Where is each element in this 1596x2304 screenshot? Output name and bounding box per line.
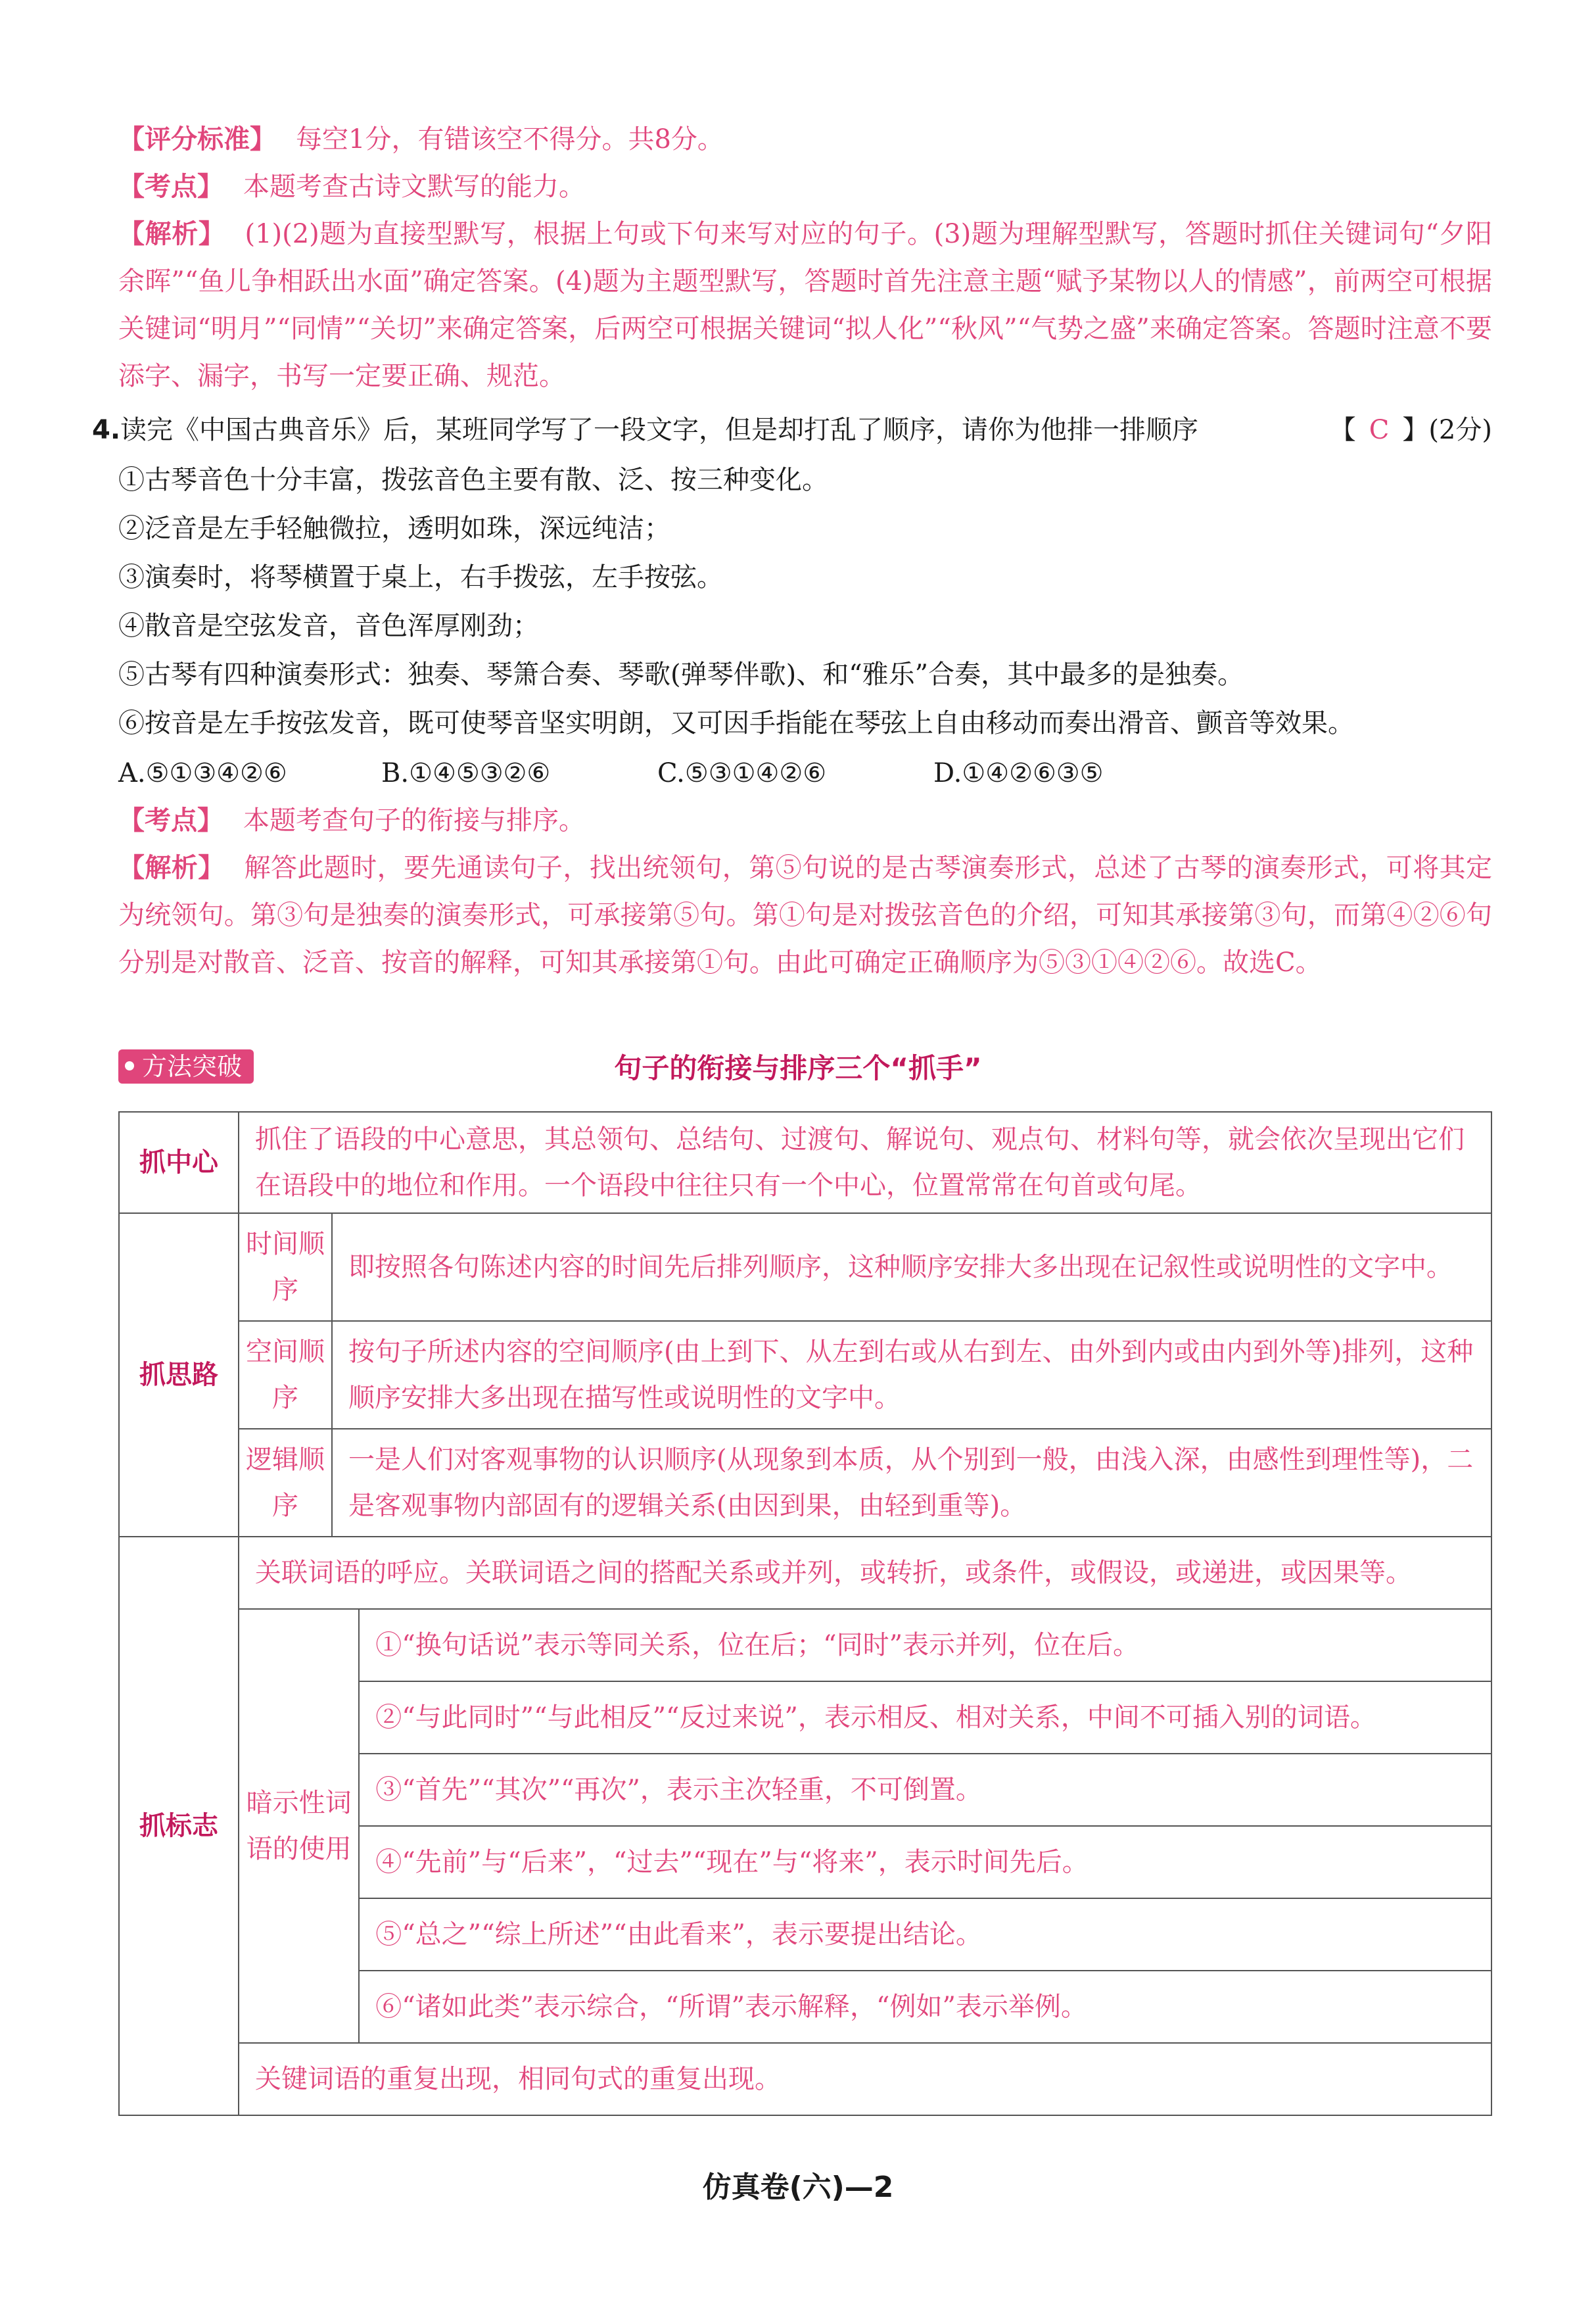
- markers-top-text: 关联词语的呼应。关联词语之间的搭配关系或并列，或转折，或条件，或假设，或递进，或因果等。: [239, 1537, 1491, 1609]
- answer-options: [118, 750, 1104, 797]
- option-a: A.⑤①③④②⑥: [118, 758, 287, 788]
- sub-implicit: 暗示性词语的使用: [239, 1609, 359, 2043]
- answer-letter: C: [1369, 415, 1390, 445]
- list-item: ④散音是空弦发音，音色浑厚刚劲；: [118, 611, 539, 641]
- scoring-text: 每空1分，有错该空不得分。共8分。: [296, 124, 724, 155]
- answer-bracket-close: 】: [1402, 415, 1429, 445]
- q4-analysis: [118, 844, 1492, 986]
- table-row: [119, 1537, 1491, 1609]
- question-4: [92, 406, 1492, 454]
- list-item: ③演奏时，将琴横置于桌上，右手拨弦，左手按弦。: [118, 562, 723, 592]
- space-text: 按句子所述内容的空间顺序(由上到下、从左到右或从右到左、由外到内或由内到外等)排列，这种顺序安排大多出现在描写性或说明性的文字中。: [332, 1321, 1491, 1429]
- question-score: (2分): [1428, 415, 1492, 445]
- markers-bottom-text: 关键词语的重复出现，相同句式的重复出现。: [239, 2043, 1491, 2115]
- sub-logic: 逻辑顺序: [239, 1429, 332, 1537]
- option-d: D.①④②⑥③⑤: [933, 758, 1104, 788]
- q4-point-text: 本题考查句子的衔接与排序。: [243, 805, 585, 836]
- analysis-text: (1)(2)题为直接型默写，根据上句或下句来写对应的句子。(3)题为理解型默写，答题时抓住关键词句“夕阳余晖”“鱼儿争相跃出水面”确定答案。(4)题为主题型默写，答题时首先注意主题“赋予某物以人的情感”，前两空可根据关键词“明月”“同情”“关切”来确定答案，后两空可根据关键词“拟人化”“秋风”“气势之盛”来确定答案。答题时注意不要添字、漏字，书写一定要正确、规范。: [118, 219, 1492, 391]
- cat-center: 抓中心: [119, 1112, 239, 1213]
- point-label: 【考点】: [118, 172, 223, 202]
- marker-row-3: ③“首先”“其次”“再次”，表示主次轻重，不可倒置。: [359, 1754, 1491, 1826]
- page-footer: 仿真卷(六)—2: [702, 2171, 894, 2204]
- cat-markers: 抓标志: [119, 1537, 239, 2115]
- q4-analysis-text: 解答此题时，要先通读句子，找出统领句，第⑤句说的是古琴演奏形式，总述了古琴的演奏形式，可将其定为统领句。第③句是独奏的演奏形式，可承接第⑤句。第①句是对拨弦音色的介绍，可知其承接第③句，而第④②⑥句分别是对散音、泛音、按音的解释，可知其承接第①句。由此可确定正确顺序为⑤③①④②⑥。故选C。: [118, 853, 1493, 978]
- analysis-paragraph: [118, 210, 1492, 400]
- q4-analysis-label: 【解析】: [118, 853, 225, 883]
- scoring-standard: [118, 116, 724, 163]
- center-text: 抓住了语段的中心意思，其总领句、总结句、过渡句、解说句、观点句、材料句等，就会依次呈现出它们在语段中的地位和作用。一个语段中往往只有一个中心，位置常常在句首或句尾。: [239, 1112, 1491, 1213]
- table-row: [119, 1112, 1491, 1213]
- table-row: [119, 2043, 1491, 2115]
- marker-row-1: ①“换句话说”表示等同关系，位在后；“同时”表示并列，位在后。: [359, 1609, 1491, 1681]
- method-title: 句子的衔接与排序三个“抓手”: [614, 1052, 982, 1084]
- q4-point-label: 【考点】: [118, 805, 223, 836]
- answer-bracket-open: 【: [1329, 415, 1356, 445]
- table-row: [119, 1429, 1491, 1537]
- logic-text: 一是人们对客观事物的认识顺序(从现象到本质，从个别到一般，由浅入深，由感性到理性等)，二是客观事物内部固有的逻辑关系(由因到果，由轻到重等)。: [332, 1429, 1491, 1537]
- analysis-label: 【解析】: [118, 219, 225, 249]
- marker-row-4: ④“先前”与“后来”，“过去”“现在”与“将来”，表示时间先后。: [359, 1826, 1491, 1898]
- sub-space: 空间顺序: [239, 1321, 332, 1429]
- question-number: 4.: [92, 415, 121, 445]
- table-row: [119, 1213, 1491, 1321]
- time-text: 即按照各句陈述内容的时间先后排列顺序，这种顺序安排大多出现在记叙性或说明性的文字中。: [332, 1213, 1491, 1321]
- exam-point: [118, 163, 585, 210]
- list-item: ②泛音是左手轻触微拉，透明如珠，深远纯洁；: [118, 514, 670, 544]
- sub-time: 时间顺序: [239, 1213, 332, 1321]
- point-text: 本题考查古诗文默写的能力。: [243, 172, 585, 202]
- marker-row-2: ②“与此同时”“与此相反”“反过来说”，表示相反、相对关系，中间不可插入别的词语。: [359, 1681, 1491, 1754]
- list-item: ⑤古琴有四种演奏形式：独奏、琴箫合奏、琴歌(弹琴伴歌)、和“雅乐”合奏，其中最多的是独奏。: [118, 660, 1244, 690]
- question-stem: 读完《中国古典音乐》后，某班同学写了一段文字，但是却打乱了顺序，请你为他排一排顺序: [120, 415, 1199, 445]
- marker-row-6: ⑥“诸如此类”表示综合，“所谓”表示解释，“例如”表示举例。: [359, 1971, 1491, 2043]
- scoring-label: 【评分标准】: [118, 124, 276, 155]
- q4-exam-point: [118, 797, 585, 844]
- table-row: [119, 1609, 1491, 1681]
- answer-box: [1330, 406, 1492, 454]
- list-item: ①古琴音色十分丰富，拨弦音色主要有散、泛、按三种变化。: [118, 465, 828, 495]
- method-table: [118, 1111, 1492, 2116]
- marker-row-5: ⑤“总之”“综上所述”“由此看来”，表示要提出结论。: [359, 1898, 1491, 1971]
- table-row: [119, 1321, 1491, 1429]
- option-b: B.①④⑤③②⑥: [381, 758, 551, 788]
- option-c: C.⑤③①④②⑥: [657, 758, 827, 788]
- list-item: ⑥按音是左手按弦发音，既可使琴音坚实明朗，又可因手指能在琴弦上自由移动而奏出滑音、颤音等效果。: [118, 708, 1354, 738]
- method-tag-label: 方法突破: [142, 1052, 243, 1081]
- cat-thinking: 抓思路: [119, 1213, 239, 1537]
